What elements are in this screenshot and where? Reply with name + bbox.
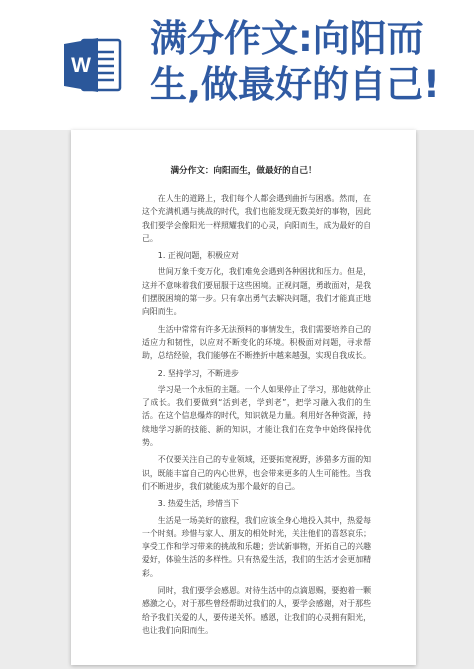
banner-title-line-2: 生,做最好的自己!	[150, 63, 440, 106]
paragraph: 生活是一场美好的旅程，我们应该全身心地投入其中，热爱每一个时刻。珍惜与家人、朋友的相处时光，关注他们的喜怒哀乐；享受工作和学习带来的挑战和乐趣；尝试新事物，开拓自己的兴趣爱好，体验生活的多样性。只有热爱生活，我们的生活才会更加精彩。	[142, 515, 371, 578]
paragraph: 世间万象千变万化，我们难免会遇到各种困扰和压力。但是，这并不意味着我们要屈服于这些困境。正视问题，勇敢面对，是我们摆脱困境的第一步。只有拿出勇气去解决问题，我们才能真正地向阳而生。	[142, 267, 371, 317]
word-document-icon	[62, 34, 124, 96]
section-heading-3: 3. 热爱生活，珍惜当下	[157, 499, 239, 509]
paragraph: 同时，我们要学会感恩。对待生活中的点滴恩赐，要抱着一颗感激之心，对于那些曾经帮助过我们的人，要学会感谢，对于那些给予我们关爱的人，要传递关怀。感恩，让我们的心灵拥有阳光，也让我们向阳而生。	[142, 586, 371, 635]
banner	[0, 0, 474, 130]
section-heading-2: 2. 坚持学习，不断进步	[157, 368, 239, 378]
paragraph-intro: 在人生的道路上，我们每个人都会遇到曲折与困惑。然而，在这个充满机遇与挑战的时代，我们也能发现无数美好的事物，因此我们要学会像阳光一样照耀我们的心灵，向阳而生，成为最好的自己。	[142, 194, 371, 243]
document-title: 满分作文：向阳而生，做最好的自己！	[170, 166, 317, 176]
banner-title-line-1: 满分作文:向阳而	[150, 17, 424, 60]
section-heading-1: 1. 正视问题，积极应对	[157, 251, 239, 261]
paragraph: 生活中常常有许多无法预料的事情发生，我们需要培养自己的适应力和韧性，以应对不断变化的环境。积极面对问题，寻求帮助，总结经验，我们能够在不断挫折中越来越强，实现自我成长。	[142, 324, 371, 361]
document-body	[142, 192, 371, 641]
paragraph: 学习是一个永恒的主题。一个人如果停止了学习，那他就停止了成长。我们要做到“活到老，学到老”，把学习融入我们的生活。在这个信息爆炸的时代，知识就是力量。利用好各种资源，持续地学习新的技能、新的知识，才能让我们在竞争中始终保持优势。	[142, 384, 371, 448]
document-page	[71, 130, 416, 665]
paragraph: 不仅要关注自己的专业领域，还要拓宽视野，涉猎多方面的知识，既能丰富自己的内心世界，也会带来更多的人生可能性。当我们不断进步，我们就能成为那个最好的自己。	[142, 455, 371, 491]
svg-text:W: W	[71, 54, 91, 77]
banner-title	[150, 16, 470, 108]
